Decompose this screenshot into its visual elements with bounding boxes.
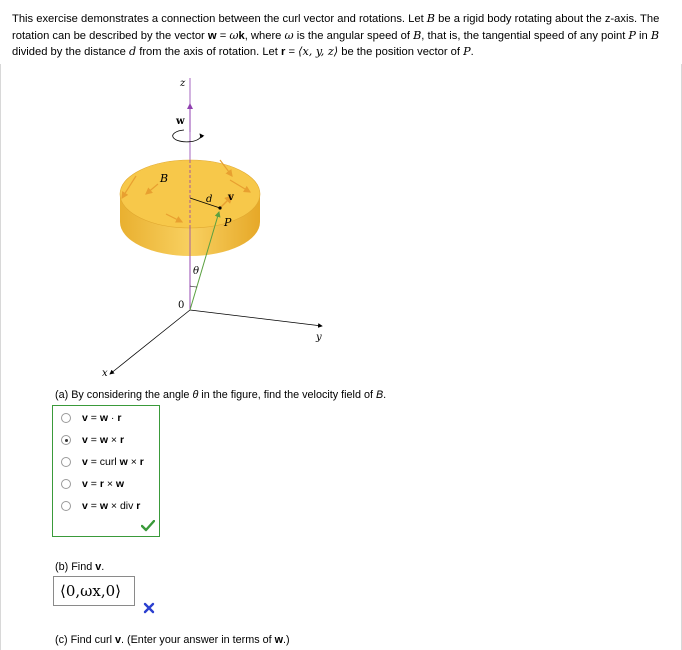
part-a-choices: [52, 405, 160, 537]
choice-label-5: v = w × div r: [82, 500, 141, 512]
radio-option-5[interactable]: [61, 501, 71, 511]
label-z: z: [180, 78, 186, 89]
left-border: [0, 64, 1, 650]
problem-statement: This exercise demonstrates a connection between the curl vector and rotations. Let B be a rigid body rotating about the z-axis. The rotation can be described by the vector w = ωk, where ω is the angular speed of B, that is, the tangential speed of any point P in B divided by the distance d from the axis of rotation. Let r = ⟨x, y, z⟩ be the position vector of P.: [12, 12, 660, 58]
part-a-question: (a) By considering the angle θ in the figure, find the velocity field of B.: [55, 389, 387, 401]
part-c-question: (c) Find curl v. (Enter your answer in terms of w.): [55, 634, 290, 646]
choice-option-5[interactable]: [61, 498, 140, 514]
radio-option-3[interactable]: [61, 457, 71, 467]
part-b-question: (b) Find v.: [55, 561, 105, 573]
radio-option-2-selected[interactable]: [61, 435, 71, 445]
radio-option-1[interactable]: [61, 413, 71, 423]
choice-option-2[interactable]: [61, 432, 124, 448]
label-B: B: [160, 172, 169, 185]
label-theta: θ: [193, 266, 200, 277]
choice-option-4[interactable]: [61, 476, 124, 492]
theta-arc: [190, 286, 197, 287]
choice-label-2: v = w × r: [82, 434, 125, 446]
part-b-answer-value: ⟨0,ωx,0⟩: [60, 582, 122, 600]
choice-label-3: v = curl w × r: [82, 456, 144, 468]
label-v: v: [228, 192, 234, 203]
rotation-figure: [100, 72, 340, 382]
label-d: d: [206, 194, 213, 205]
x-axis-line: [110, 310, 190, 374]
choice-label-1: v = w · r: [82, 412, 122, 424]
choice-option-3[interactable]: [61, 454, 144, 470]
radio-option-4[interactable]: [61, 479, 71, 489]
label-w: w: [176, 116, 185, 127]
label-x: x: [102, 368, 108, 379]
label-y: y: [316, 332, 322, 343]
rotation-loop: [173, 130, 201, 142]
label-P: P: [224, 216, 232, 229]
y-axis-line: [190, 310, 322, 326]
incorrect-x-icon: [143, 602, 155, 614]
choice-option-1[interactable]: [61, 410, 121, 426]
correct-check-icon: [141, 520, 155, 532]
label-origin: 0: [178, 300, 185, 311]
part-b-answer-input[interactable]: [53, 576, 135, 606]
choice-label-4: v = r × w: [82, 478, 125, 490]
